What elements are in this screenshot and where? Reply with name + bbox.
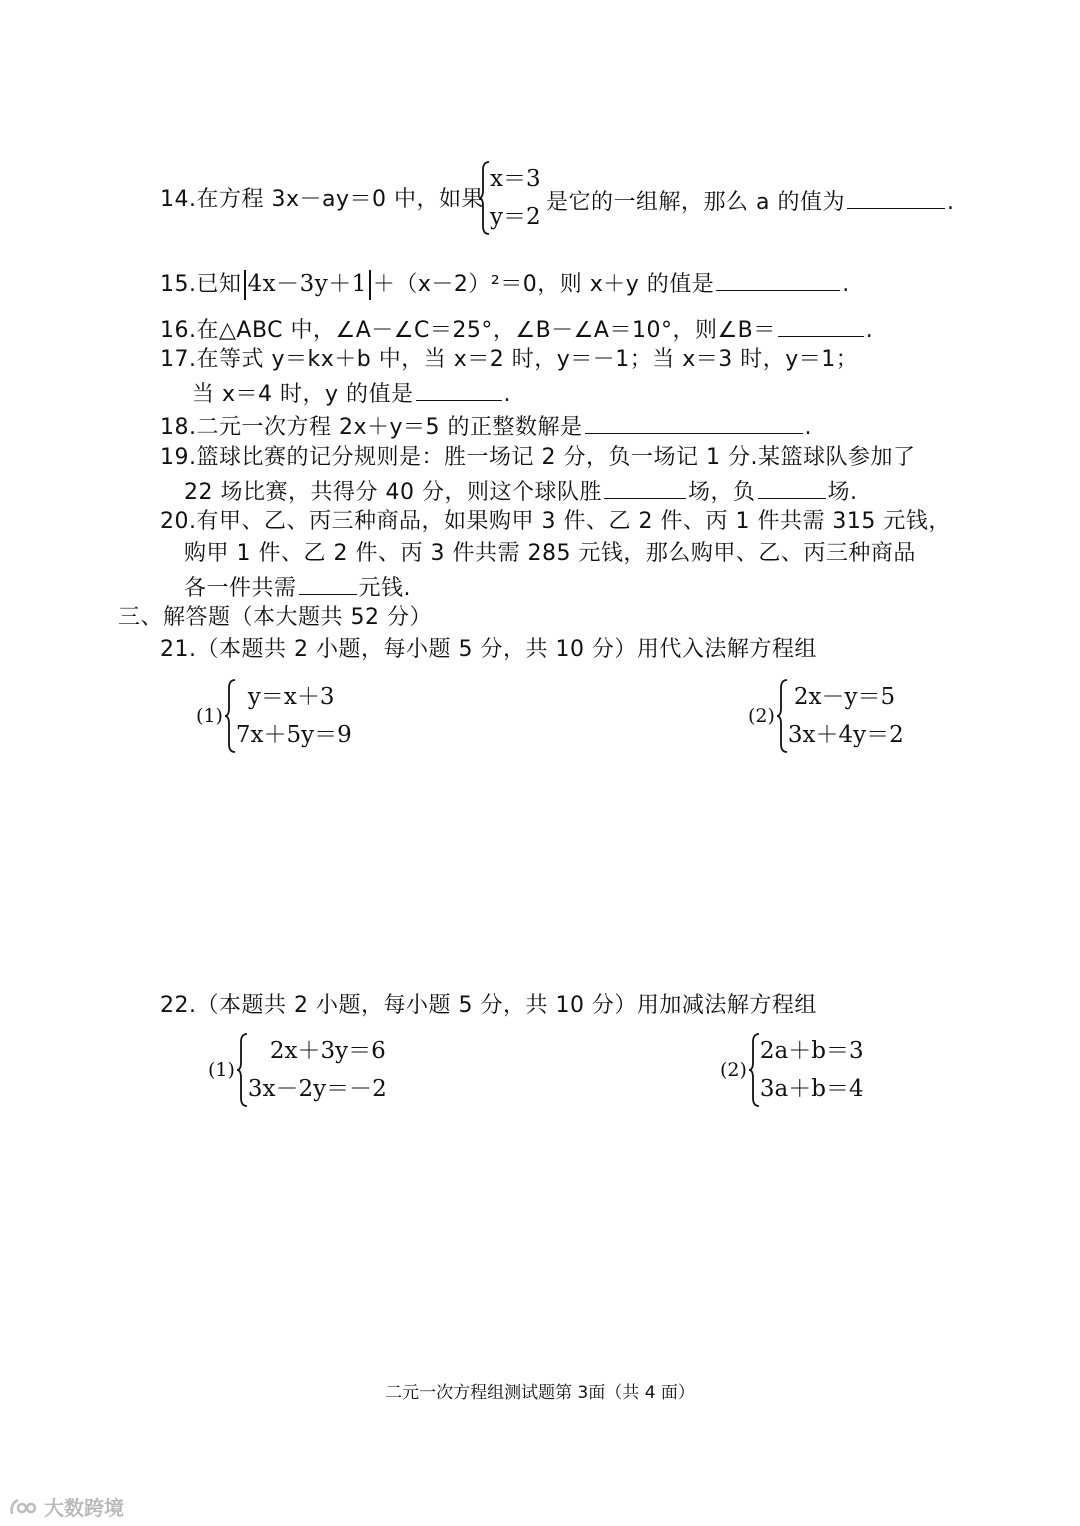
q14-eq-2: y＝2 — [490, 204, 541, 230]
page-footer — [0, 1378, 1080, 1403]
question-14-rest — [546, 186, 954, 217]
q22-p1-eq-1: 2x＋3y＝6 — [269, 1038, 386, 1064]
question-19-line-1 — [160, 444, 915, 472]
q22-p1-eq-2: 3x－2y＝－2 — [247, 1076, 387, 1102]
footer-text: 二元一次方程组测试题第 3面（共 4 面） — [385, 1383, 695, 1403]
section-title: 三、解答题（本大题共 52 分） — [118, 605, 432, 630]
q14-system — [478, 160, 541, 236]
q21-system-1 — [196, 678, 352, 754]
q22-system-1 — [208, 1032, 387, 1108]
q14-text-after: 是它的一组解，那么 a 的值为 — [546, 190, 845, 215]
q22-p1-equations — [248, 1032, 387, 1108]
question-16 — [160, 314, 873, 345]
q19-line-2c: 场. — [827, 480, 858, 505]
answer-blank-17[interactable] — [416, 378, 502, 401]
q18-text: 18.二元一次方程 2x＋y＝5 的正整数解是 — [160, 415, 583, 440]
abs-bar-right — [369, 270, 371, 300]
left-brace-icon — [236, 1032, 248, 1108]
q15-period: . — [842, 272, 850, 297]
q15-abs-expression: 4x－3y＋1 — [247, 271, 367, 297]
q14-equations — [490, 160, 541, 236]
q17-line-1-text: 17.在等式 y＝kx＋b 中，当 x＝2 时，y＝－1；当 x＝3 时，y＝1； — [160, 347, 859, 372]
q21-p2-label: (2) — [748, 705, 775, 727]
answer-blank-20[interactable] — [299, 572, 357, 595]
watermark-text: 大数跨境 — [44, 1496, 124, 1520]
q20-line-3a: 各一件共需 — [184, 576, 297, 601]
q16-text: 16.在△ABC 中，∠A－∠C＝25°，∠B－∠A＝10°，则∠B＝ — [160, 318, 776, 343]
q18-period: . — [804, 415, 813, 440]
q17-period: . — [503, 382, 512, 407]
question-22-title — [160, 992, 817, 1020]
question-14 — [160, 186, 484, 214]
question-20-line-3 — [184, 572, 411, 603]
q20-line-1-text: 20.有甲、乙、丙三种商品，如果购甲 3 件、乙 2 件、丙 1 件共需 315 元钱， — [160, 509, 951, 534]
q19-line-2a: 22 场比赛，共得分 40 分，则这个球队胜 — [184, 480, 602, 505]
q21-p1-eq-2: 7x＋5y＝9 — [235, 722, 352, 748]
q21-title-text: 21.（本题共 2 小题，每小题 5 分，共 10 分）用代入法解方程组 — [160, 637, 817, 662]
question-20-line-1 — [160, 508, 951, 536]
question-21-title — [160, 636, 817, 664]
answer-blank-18[interactable] — [585, 411, 803, 434]
question-20-line-2 — [184, 540, 916, 568]
left-brace-icon — [224, 678, 236, 754]
question-18 — [160, 411, 812, 442]
question-15 — [160, 268, 850, 300]
q19-line-1-text: 19.篮球比赛的记分规则是：胜一场记 2 分，负一场记 1 分.某篮球队参加了 — [160, 445, 916, 470]
q21-p1-eq-1: y＝x＋3 — [247, 684, 335, 710]
left-brace-icon — [478, 160, 490, 236]
q19-line-2b: 场，负 — [687, 480, 756, 505]
question-19-line-2 — [184, 476, 858, 507]
watermark — [8, 1492, 124, 1521]
question-17-line-1 — [160, 346, 858, 374]
answer-blank-15[interactable] — [716, 268, 840, 291]
q14-text-before: 14.在方程 3x－ay＝0 中，如果 — [160, 187, 484, 212]
question-17-line-2 — [192, 378, 511, 409]
q21-system-2 — [748, 678, 904, 754]
q15-text-before: 15.已知 — [160, 272, 242, 297]
q21-p2-eq-1: 2x－y＝5 — [793, 684, 896, 710]
q15-text-after: ＋（x－2）²＝0，则 x＋y 的值是 — [372, 272, 715, 297]
q22-system-2 — [720, 1032, 864, 1108]
answer-blank-16[interactable] — [778, 314, 864, 337]
q22-p1-label: (1) — [208, 1059, 235, 1081]
q20-line-3b: 元钱. — [358, 576, 412, 601]
q22-p2-equations — [760, 1032, 864, 1108]
logo-icon — [8, 1496, 38, 1518]
q22-p2-label: (2) — [720, 1059, 747, 1081]
q21-p2-equations — [788, 678, 904, 754]
q21-p1-label: (1) — [196, 705, 223, 727]
answer-blank-14[interactable] — [847, 186, 945, 209]
q21-p1-equations — [236, 678, 352, 754]
q14-eq-1: x＝3 — [490, 166, 541, 192]
left-brace-icon — [748, 1032, 760, 1108]
q21-p2-eq-2: 3x＋4y＝2 — [787, 722, 904, 748]
q22-title-text: 22.（本题共 2 小题，每小题 5 分，共 10 分）用加减法解方程组 — [160, 993, 817, 1018]
section-heading — [118, 604, 432, 632]
answer-blank-19-wins[interactable] — [604, 476, 686, 499]
q22-p2-eq-2: 3a＋b＝4 — [759, 1076, 864, 1102]
q14-period: . — [946, 190, 955, 215]
q20-line-2-text: 购甲 1 件、乙 2 件、丙 3 件共需 285 元钱，那么购甲、乙、丙三种商品 — [184, 541, 916, 566]
q16-period: . — [865, 318, 874, 343]
left-brace-icon — [776, 678, 788, 754]
abs-bar-left — [244, 270, 246, 300]
answer-blank-19-losses[interactable] — [758, 476, 826, 499]
q22-p2-eq-1: 2a＋b＝3 — [759, 1038, 864, 1064]
q17-line-2-text: 当 x＝4 时，y 的值是 — [192, 382, 414, 407]
